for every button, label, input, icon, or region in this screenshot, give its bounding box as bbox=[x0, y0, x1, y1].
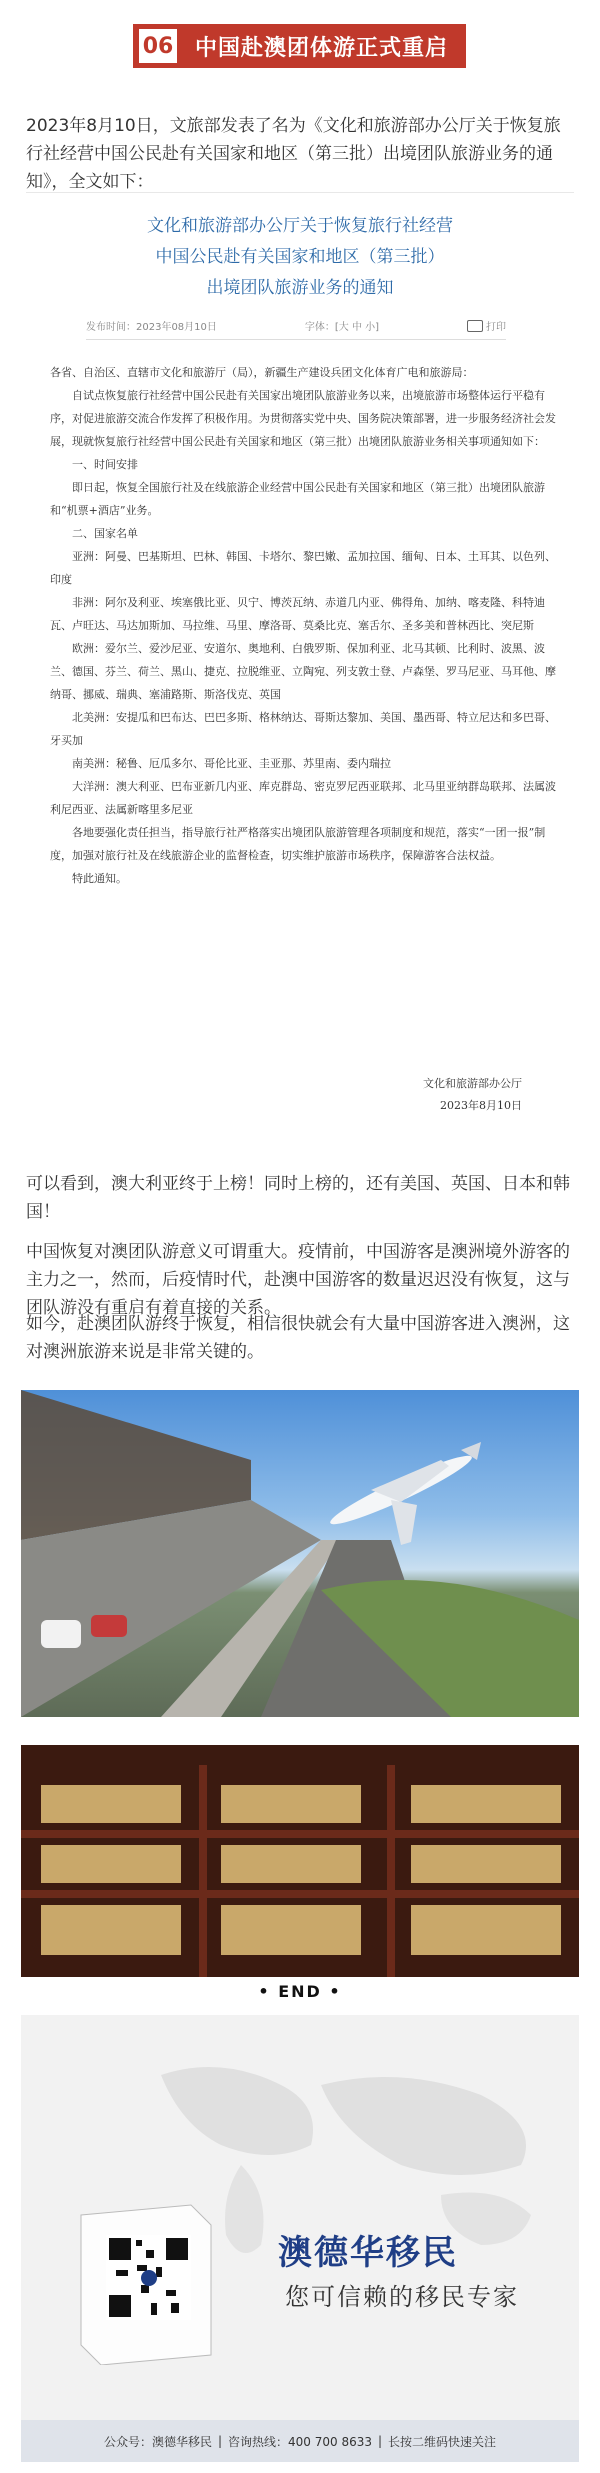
section-title: 中国赴澳团体游正式重启 bbox=[194, 35, 448, 61]
intro-paragraph: 2023年8月10日，文旅部发表了名为《文化和旅游部办公厅关于恢复旅行社经营中国公民赴有关国家和地区（第三批）出境团队旅游业务的通知》，全文如下： bbox=[26, 116, 561, 192]
promo-banner bbox=[21, 2015, 579, 2462]
notice-body bbox=[50, 361, 562, 890]
article-paragraph: 中国恢复对澳团队游意义可谓重大。疫情前，中国游客是澳洲境外游客的主力之一，然而，后疫情时代，赴澳中国游客的数量迟迟没有恢复，这与团队游没有重启有着直接的关系。 bbox=[26, 1242, 570, 1318]
signer: 文化和旅游部办公厅 bbox=[423, 1077, 522, 1090]
banner-footer bbox=[21, 2420, 579, 2462]
brand-slogan: 您可信赖的移民专家 bbox=[285, 2283, 519, 2311]
printer-icon bbox=[467, 320, 483, 332]
airport-airplane-photo bbox=[21, 1390, 579, 1717]
notice-paragraph: 自试点恢复旅行社经营中国公民赴有关国家出境团队旅游业务以来，出境旅游市场整体运行平稳有序，对促进旅游交流合作发挥了积极作用。为贯彻落实党中央、国务院决策部署，进一步服务经济社会发展，现就恢复旅行社经营中国公民赴有关国家和地区（第三批）出境团队旅游业务相关事项通知如下： bbox=[50, 389, 556, 448]
country-list-africa: 非洲：阿尔及利亚、埃塞俄比亚、贝宁、博茨瓦纳、赤道几内亚、佛得角、加纳、喀麦隆、科特迪瓦、卢旺达、马达加斯加、马拉维、马里、摩洛哥、莫桑比克、塞舌尔、圣多美和普林西比、突尼斯 bbox=[50, 596, 545, 632]
sign-date: 2023年8月10日 bbox=[440, 1099, 522, 1112]
country-list-oceania: 大洋洲：澳大利亚、巴布亚新几内亚、库克群岛、密克罗尼西亚联邦、北马里亚纳群岛联邦、法属波利尼西亚、法属新喀里多尼亚 bbox=[50, 780, 556, 816]
notice-title-line: 出境团队旅游业务的通知 bbox=[206, 278, 394, 298]
follow-hint: 长按二维码快速关注 bbox=[388, 2434, 497, 2449]
country-list-asia: 亚洲：阿曼、巴基斯坦、巴林、韩国、卡塔尔、黎巴嫩、孟加拉国、缅甸、日本、土耳其、以色列、印度 bbox=[50, 550, 556, 586]
notice-signature bbox=[423, 1073, 522, 1117]
divider bbox=[86, 339, 506, 340]
country-list-north-america: 北美洲：安提瓜和巴布达、巴巴多斯、格林纳达、哥斯达黎加、美国、墨西哥、特立尼达和多巴哥、牙买加 bbox=[50, 711, 556, 747]
country-list-europe: 欧洲：爱尔兰、爱沙尼亚、安道尔、奥地利、白俄罗斯、保加利亚、北马其顿、比利时、波黑、波兰、德国、芬兰、荷兰、黑山、捷克、拉脱维亚、立陶宛、列支敦士登、卢森堡、罗马尼亚、马耳他、摩纳哥、挪威、瑞典、塞浦路斯、斯洛伐克、英国 bbox=[50, 642, 556, 701]
notice-title-line: 中国公民赴有关国家和地区（第三批） bbox=[155, 247, 445, 267]
article-paragraph: 可以看到，澳大利亚终于上榜！同时上榜的，还有美国、英国、日本和韩国！ bbox=[26, 1174, 570, 1222]
airport-illustration bbox=[21, 1390, 579, 1717]
official-account: 公众号：澳德华移民 bbox=[103, 2434, 212, 2449]
notice-screenshot bbox=[26, 192, 574, 1113]
country-list-south-america: 南美洲：秘鲁、厄瓜多尔、哥伦比亚、圭亚那、苏里南、委内瑞拉 bbox=[72, 757, 391, 770]
notice-title-line: 文化和旅游部办公厅关于恢复旅行社经营 bbox=[147, 216, 453, 236]
brand-name: 澳德华移民 bbox=[278, 2233, 458, 2273]
notice-title bbox=[26, 211, 574, 304]
publish-date: 发布时间：2023年08月10日 bbox=[86, 322, 217, 333]
article-paragraph: 如今，赴澳团队游终于恢复，相信很快就会有大量中国游客进入澳洲，这对澳洲旅游来说是非常关键的。 bbox=[26, 1314, 570, 1362]
awards-cabinet-photo bbox=[21, 1745, 579, 1977]
font-size-control[interactable]: 字体：[大 中 小] bbox=[304, 322, 380, 333]
section-number: 06 bbox=[139, 29, 177, 63]
print-label: 打印 bbox=[485, 322, 506, 333]
separator: | bbox=[377, 2434, 383, 2448]
qr-code-box bbox=[71, 2195, 221, 2365]
notice-paragraph: 即日起，恢复全国旅行社及在线旅游企业经营中国公民赴有关国家和地区（第三批）出境团队旅游和“机票+酒店”业务。 bbox=[50, 481, 545, 517]
notice-meta bbox=[86, 318, 506, 333]
awards-cabinet-illustration bbox=[21, 1745, 579, 1977]
separator: | bbox=[217, 2434, 222, 2448]
notice-salutation: 各省、自治区、直辖市文化和旅游厅（局），新疆生产建设兵团文化体育广电和旅游局： bbox=[50, 366, 474, 379]
notice-heading: 二、国家名单 bbox=[72, 527, 138, 540]
notice-heading: 一、时间安排 bbox=[72, 458, 138, 471]
end-marker: • END • bbox=[258, 1982, 342, 2001]
print-button[interactable] bbox=[467, 318, 506, 333]
notice-closing: 特此通知。 bbox=[72, 872, 127, 885]
section-header bbox=[133, 24, 466, 68]
hotline: 咨询热线：400 700 8633 bbox=[228, 2434, 372, 2449]
notice-paragraph: 各地要强化责任担当，指导旅行社严格落实出境团队旅游管理各项制度和规范，落实“一团一报”制度，加强对旅行社及在线旅游企业的监督检查，切实维护旅游市场秩序，保障游客合法权益。 bbox=[50, 826, 546, 862]
